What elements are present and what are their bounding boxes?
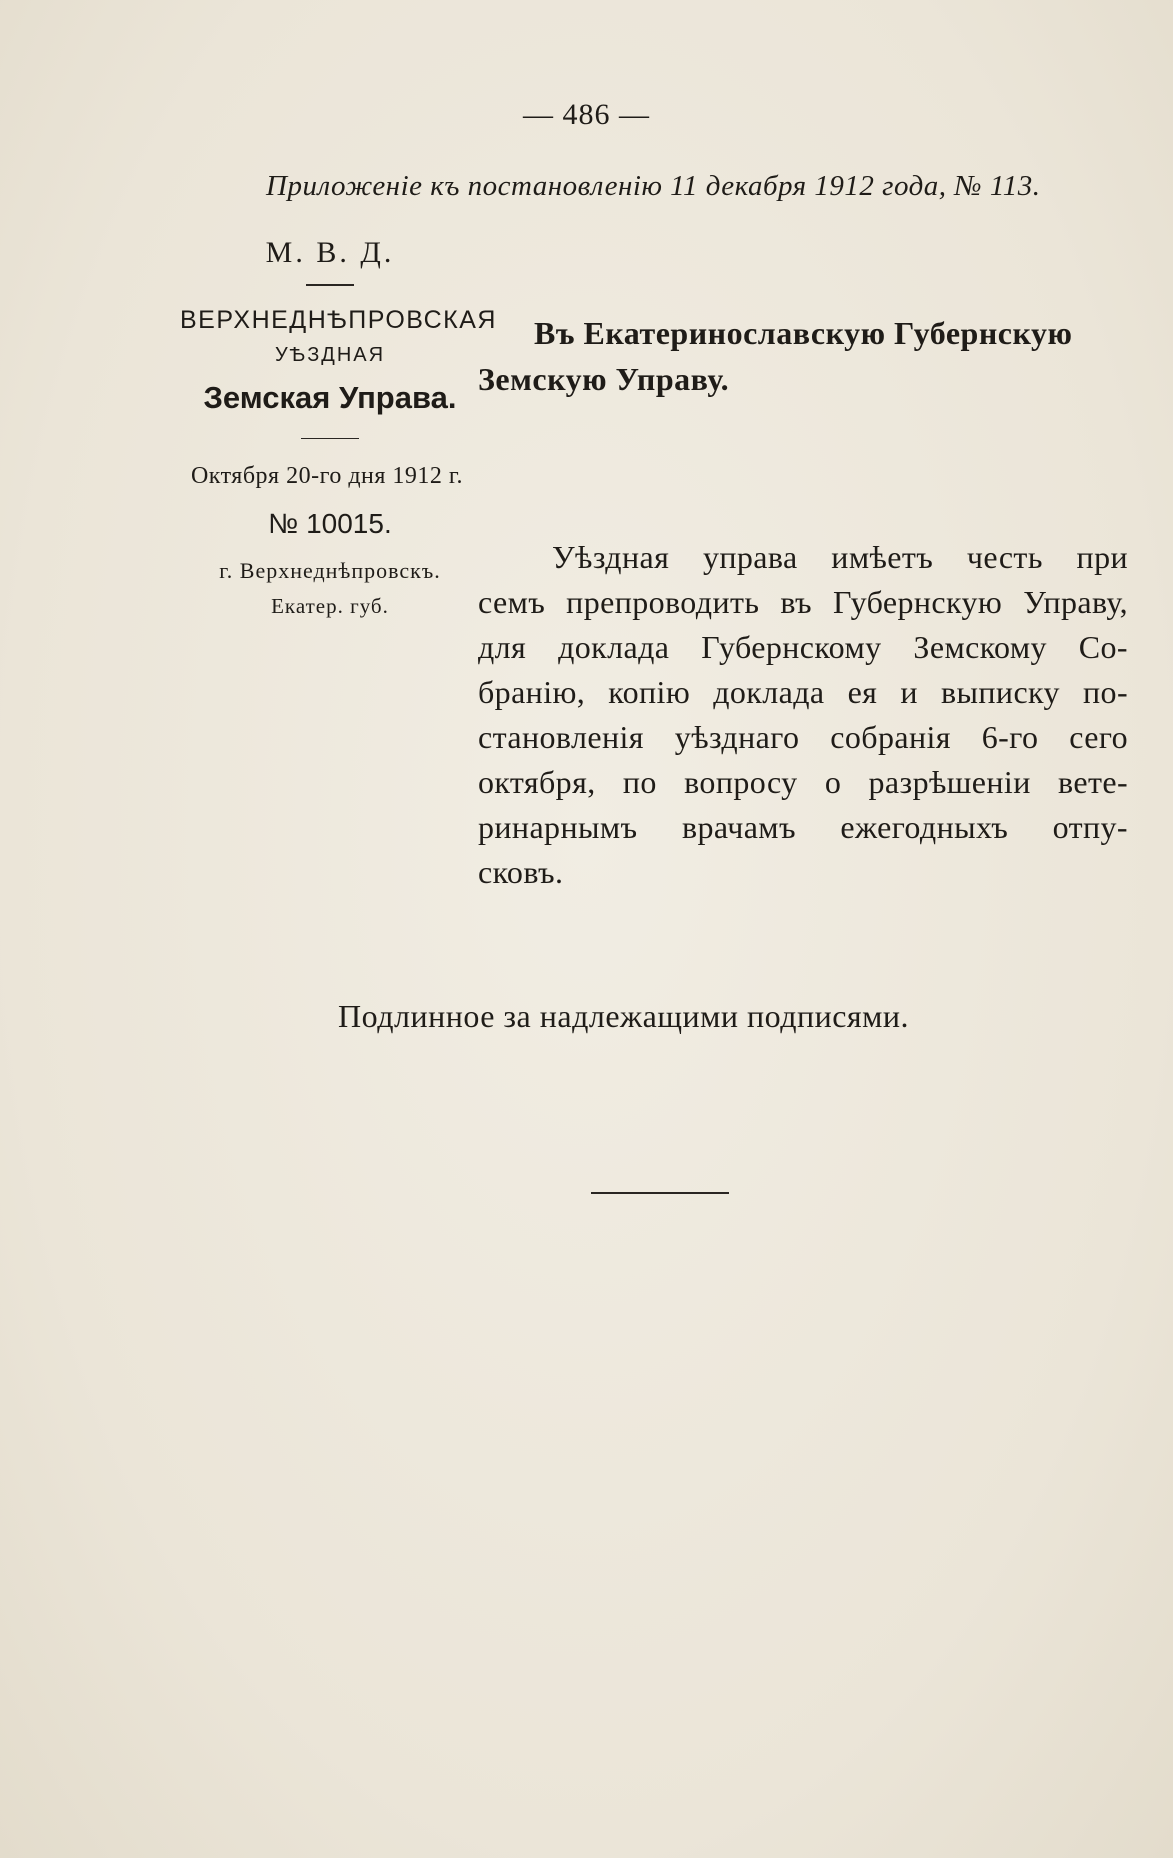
- council-name: Земская Управа.: [203, 380, 457, 415]
- appendix-subtitle: Приложеніе къ постановленію 11 декабря 1912 года, № 113.: [266, 170, 1041, 202]
- divider-mid: [301, 438, 359, 439]
- body-line: семъ препроводить въ Губернскую Управу,: [478, 584, 1128, 620]
- letter-body: [478, 535, 1128, 895]
- body-line: бранію, копію доклада ея и выписку по-: [478, 674, 1128, 710]
- body-line: ринарнымъ врачамъ ежегодныхъ отпу-: [478, 809, 1128, 845]
- addressee-line-1: Въ Екатеринославскую Губернскую: [534, 315, 1073, 351]
- letter-date: Октября 20-го дня 1912 г.: [190, 463, 464, 489]
- body-line: Уѣздная управа имѣетъ честь при: [552, 539, 1128, 575]
- sender-province: Екатер. губ.: [271, 594, 389, 618]
- body-line: октября, по вопросу о разрѣшеніи вете-: [478, 764, 1128, 800]
- sender-city: г. Верхнеднѣпровскъ.: [219, 558, 441, 583]
- council-type: УѢЗДНАЯ: [274, 344, 386, 366]
- council-district: ВЕРХНЕДНѢПРОВСКАЯ: [180, 306, 497, 334]
- ministry-abbreviation: М. В. Д.: [265, 236, 395, 269]
- signature-note: Подлинное за надлежащими подписями.: [338, 998, 910, 1034]
- letter-number: № 10015.: [268, 508, 392, 539]
- addressee-block: [478, 310, 1138, 402]
- sender-block: [180, 230, 497, 619]
- body-line: сковъ.: [478, 854, 564, 890]
- divider-short: [306, 284, 354, 286]
- addressee-line-2: Земскую Управу.: [478, 361, 730, 397]
- page-number: — 486 —: [523, 98, 650, 131]
- body-line: для доклада Губернскому Земскому Со-: [478, 629, 1128, 665]
- body-line: становленія уѣзднаго собранія 6-го сего: [478, 719, 1128, 755]
- closing-rule: [591, 1192, 729, 1194]
